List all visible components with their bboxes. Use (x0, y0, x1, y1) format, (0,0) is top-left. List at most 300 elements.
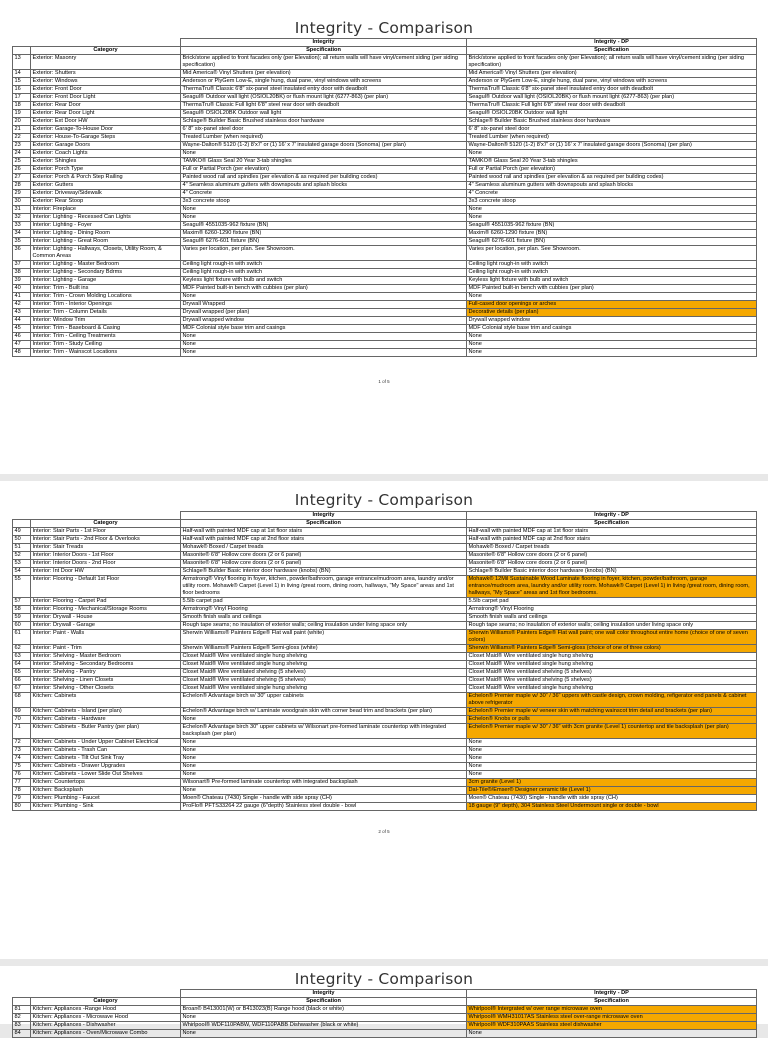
row-number: 68 (13, 693, 31, 708)
row-number: 64 (13, 661, 31, 669)
row-number: 69 (13, 708, 31, 716)
category-cell: Interior: Lighting - Foyer (31, 222, 181, 230)
category-cell: Exterior: Shingles (31, 158, 181, 166)
integrity-dp-spec-cell: Ceiling light rough-in with switch (467, 261, 757, 269)
integrity-spec-cell: None (181, 771, 467, 779)
integrity-dp-spec-cell: Echelon® Knobs or pulls (467, 716, 757, 724)
category-cell: Interior: Lighting - Hallways, Closets, Utility Room, & Common Areas (31, 246, 181, 261)
row-number: 73 (13, 747, 31, 755)
integrity-dp-spec-cell: MDF Painted built-in bench with cubbies (per plan) (467, 285, 757, 293)
blank-header (13, 990, 31, 998)
integrity-dp-spec-cell: Echelon® Premier maple w/ 30" / 36" uppers with castle design, crown molding, refigerator end panels & cabinet above refrigerator (467, 693, 757, 708)
integrity-dp-spec-cell: None (467, 293, 757, 301)
integrity-spec-cell: Mid America® Vinyl Shutters (per elevation) (181, 70, 467, 78)
integrity-dp-spec-cell: Full or Partial Porch (per elevation) (467, 166, 757, 174)
category-cell: Interior: Trim - Wainscot Locations (31, 349, 181, 357)
table-body (13, 1006, 757, 1038)
integrity-dp-spec-cell: Wayne-Dalton® 5120 (1-2) 8'x7' or (1) 16' x 7' insulated garage doors (Sonoma) (per plan) (467, 142, 757, 150)
row-number: 16 (13, 86, 31, 94)
category-header: Category (31, 520, 181, 528)
table-row (13, 190, 757, 198)
table-row (13, 142, 757, 150)
row-number: 54 (13, 568, 31, 576)
category-cell: Interior: Lighting - Secondary Bdrms (31, 269, 181, 277)
row-number: 80 (13, 803, 31, 811)
integrity-spec-cell: Echelon® Advantage birch 30" upper cabinets w/ Wilsonart pre-formed laminate countertop with integrated backsplash (per plan) (181, 724, 467, 739)
category-cell: Interior: Fireplace (31, 206, 181, 214)
integrity-spec-cell: Varies per location, per plan. See Showroom. (181, 246, 467, 261)
row-number: 51 (13, 544, 31, 552)
specification-header: Specification (467, 998, 757, 1006)
integrity-spec-cell: None (181, 214, 467, 222)
integrity-spec-cell: Closet Maid® Wire ventilated single hung shelving (181, 661, 467, 669)
integrity-spec-cell: Schlage® Builder Basic interior door hardware (knobs) (BN) (181, 568, 467, 576)
integrity-dp-spec-cell: 3cm granite (Level 1) (467, 779, 757, 787)
row-number: 81 (13, 1006, 31, 1014)
integrity-spec-cell: Half-wall with painted MDF cap at 1st floor stairs (181, 528, 467, 536)
integrity-spec-cell: None (181, 747, 467, 755)
document-page-2 (0, 481, 768, 959)
integrity-spec-cell: Echelon® Advantage birch w/ Laminate woodgrain skin with corner bead trim and brackets (per plan) (181, 708, 467, 716)
row-number: 52 (13, 552, 31, 560)
integrity-dp-spec-cell: Armstrong® Vinyl Flooring (467, 606, 757, 614)
integrity-dp-spec-cell: Sherwin Williams® Painters Edge® Semi-gloss (choice of one of three colors) (467, 645, 757, 653)
category-cell: Kitchen: Cabinets (31, 693, 181, 708)
integrity-dp-spec-cell: Closet Maid® Wire ventilated shelving (5 shelves) (467, 677, 757, 685)
category-cell: Exterior: Porch Type (31, 166, 181, 174)
table-row (13, 763, 757, 771)
row-number: 13 (13, 55, 31, 70)
specification-header: Specification (181, 998, 467, 1006)
integrity-spec-cell: None (181, 150, 467, 158)
row-number: 15 (13, 78, 31, 86)
category-cell: Exterior: Front Door (31, 86, 181, 94)
category-cell: Kitchen: Cabinets - Tilt Out Sink Tray (31, 755, 181, 763)
integrity-dp-spec-cell: Keyless light fixture with bulb and switch (467, 277, 757, 285)
table-row (13, 118, 757, 126)
row-number: 77 (13, 779, 31, 787)
integrity-spec-cell: 4" Seamless aluminum gutters with downspouts and splash blocks (181, 182, 467, 190)
integrity-spec-cell: Echelon® Advantage birch w/ 30" upper cabinets (181, 693, 467, 708)
integrity-spec-cell: Sherwin Williams® Painters Edge® Flat wall paint (white) (181, 630, 467, 645)
category-cell: Interior: Shelving - Linen Closets (31, 677, 181, 685)
integrity-dp-spec-cell: Closet Maid® Wire ventilated shelving (5 shelves) (467, 669, 757, 677)
integrity-dp-spec-cell: None (467, 206, 757, 214)
integrity-dp-spec-cell: Masonite® 6'8" Hollow core doors (2 or 6 panel) (467, 560, 757, 568)
category-cell: Exterior: Driveway/Sidewalk (31, 190, 181, 198)
row-number: 37 (13, 261, 31, 269)
category-cell: Kitchen: Appliances - Oven/Microwave Combo (31, 1030, 181, 1038)
row-number: 23 (13, 142, 31, 150)
integrity-dp-spec-cell: None (467, 771, 757, 779)
table-row (13, 787, 757, 795)
integrity-spec-cell: Closet Maid® Wire ventilated shelving (5 shelves) (181, 669, 467, 677)
row-number: 57 (13, 598, 31, 606)
table-row (13, 622, 757, 630)
row-number: 65 (13, 669, 31, 677)
table-row (13, 677, 757, 685)
integrity-dp-spec-cell: Full-cased door openings or arches (467, 301, 757, 309)
integrity-dp-spec-cell: None (467, 341, 757, 349)
integrity-dp-spec-cell: None (467, 349, 757, 357)
integrity-dp-header: Integrity - DP (467, 512, 757, 520)
integrity-dp-spec-cell: Closet Maid® Wire ventilated single hung shelving (467, 685, 757, 693)
integrity-dp-spec-cell: Masonite® 6'8" Hollow core doors (2 or 6 panel) (467, 552, 757, 560)
integrity-spec-cell: 5.5lb carpet pad (181, 598, 467, 606)
category-cell: Kitchen: Cabinets - Lower Slide Out Shelves (31, 771, 181, 779)
table-row (13, 86, 757, 94)
blank-header (13, 998, 31, 1006)
integrity-dp-spec-cell: Seagul® Outdoor wall light (OSIOL20BK) or flush mount light (6277-863) (per plan) (467, 94, 757, 102)
category-cell: Interior: Paint - Trim (31, 645, 181, 653)
integrity-header: Integrity (181, 990, 467, 998)
integrity-dp-spec-cell: Varies per location, per plan. See Showroom. (467, 246, 757, 261)
integrity-dp-spec-cell: None (467, 763, 757, 771)
table-row (13, 158, 757, 166)
table-row (13, 293, 757, 301)
category-cell: Kitchen: Appliances -Range Hood (31, 1006, 181, 1014)
table-row (13, 560, 757, 568)
category-cell: Interior: Trim - Column Details (31, 309, 181, 317)
integrity-dp-spec-cell: None (467, 739, 757, 747)
integrity-dp-spec-cell: 4" Concrete (467, 190, 757, 198)
row-number: 14 (13, 70, 31, 78)
table-row (13, 755, 757, 763)
integrity-dp-spec-cell: 18 gauge (9" depth), 304 Stainless Steel Undermount single or double - bowl (467, 803, 757, 811)
category-cell: Interior: Trim - Baseboard & Casing (31, 325, 181, 333)
category-cell: Interior: Lighting - Great Room (31, 238, 181, 246)
category-cell: Kitchen: Cabinets - Trash Can (31, 747, 181, 755)
category-cell: Exterior: Garage-To-House Door (31, 126, 181, 134)
integrity-spec-cell: MDF Colonial style base trim and casings (181, 325, 467, 333)
integrity-dp-spec-cell: Anderson or PlyGem Low-E, single hung, dual pane, vinyl windows with screens (467, 78, 757, 86)
table-row (13, 747, 757, 755)
integrity-spec-cell: None (181, 349, 467, 357)
integrity-spec-cell: Wilsonart® Pre-formed laminate countertop with integrated backsplash (181, 779, 467, 787)
integrity-dp-spec-cell: 3x3 concrete stoop (467, 198, 757, 206)
category-cell: Kitchen: Appliances - Dishwasher (31, 1022, 181, 1030)
category-cell: Exterior: Windows (31, 78, 181, 86)
integrity-dp-spec-cell: None (467, 333, 757, 341)
table-row (13, 598, 757, 606)
integrity-dp-spec-cell: 5.5lb carpet pad (467, 598, 757, 606)
table-row (13, 645, 757, 653)
category-cell: Kitchen: Appliances - Microwave Hood (31, 1014, 181, 1022)
row-number: 50 (13, 536, 31, 544)
integrity-spec-cell: Armstrong® Vinyl flooring in foyer, kitchen, powder/bathroom, garage entrance/mudroom area, laundry and/or utility room. Mohawk® Carpet (Level 1) in living /great room, dining room, hallways, "My Space" areas and 1st floor bedrooms (181, 576, 467, 598)
category-cell: Exterior: Rear Door (31, 102, 181, 110)
specification-header: Specification (181, 520, 467, 528)
row-number: 49 (13, 528, 31, 536)
integrity-spec-cell: Brick/stone applied to front facades only (per Elevation); all return walls will have vinyl/cement siding (per siding specification) (181, 55, 467, 70)
category-cell: Interior: Interior Doors - 2nd Floor (31, 560, 181, 568)
integrity-dp-header: Integrity - DP (467, 39, 757, 47)
integrity-dp-spec-cell: Mohawk® 12Mil Sustainable Wood Laminate flooring in foyer, kitchen, powder/bathroom, garage entrance/mudroom area, laundry and/or utility room. Mohawk® Carpet (Level 1) in living /great room, dining room, hallways, "My Space" areas and 1st floor bedrooms. (467, 576, 757, 598)
integrity-dp-spec-cell: Seagul® 6276-601 fixture (BN) (467, 238, 757, 246)
row-number: 48 (13, 349, 31, 357)
row-number: 24 (13, 150, 31, 158)
integrity-spec-cell: Seagul® OSIOL20BK Outdoor wall light (181, 110, 467, 118)
category-cell: Exterior: Rear Stoop (31, 198, 181, 206)
integrity-dp-spec-cell: Seagul® 4551035-962 fixture (BN) (467, 222, 757, 230)
category-cell: Interior: Lighting - Garage (31, 277, 181, 285)
table-row (13, 724, 757, 739)
category-cell: Interior: Drywall - House (31, 614, 181, 622)
row-number: 35 (13, 238, 31, 246)
integrity-spec-cell: Mohawk® Boxed / Carpet treads (181, 544, 467, 552)
table-row (13, 285, 757, 293)
row-number: 18 (13, 102, 31, 110)
category-cell: Exterior: Front Door Light (31, 94, 181, 102)
integrity-dp-spec-cell: Rough tape seams; no insulation of exterior walls; ceiling insulation under living space only (467, 622, 757, 630)
blank-header (31, 512, 181, 520)
table-row (13, 230, 757, 238)
integrity-spec-cell: Ceiling light rough-in with switch (181, 261, 467, 269)
category-cell: Kitchen: Plumbing - Faucet (31, 795, 181, 803)
category-cell: Interior: Shelving - Pantry (31, 669, 181, 677)
integrity-spec-cell: Closet Maid® Wire ventilated single hung shelving (181, 653, 467, 661)
blank-header (13, 520, 31, 528)
category-cell: Kitchen: Cabinets - Butler Pantry (per plan) (31, 724, 181, 739)
integrity-spec-cell: Full or Partial Porch (per elevation) (181, 166, 467, 174)
table-row (13, 198, 757, 206)
table-row (13, 685, 757, 693)
table-row (13, 102, 757, 110)
category-cell: Interior: Trim - Interior Openings (31, 301, 181, 309)
integrity-header: Integrity (181, 512, 467, 520)
integrity-dp-header: Integrity - DP (467, 990, 757, 998)
integrity-spec-cell: None (181, 739, 467, 747)
table-row (13, 1030, 757, 1038)
integrity-spec-cell: None (181, 206, 467, 214)
row-number: 71 (13, 724, 31, 739)
page-footer: 2 of 5 (378, 829, 390, 834)
integrity-spec-cell: Closet Maid® Wire ventilated single hung shelving (181, 685, 467, 693)
row-number: 53 (13, 560, 31, 568)
category-header: Category (31, 998, 181, 1006)
table-row (13, 333, 757, 341)
table-row (13, 269, 757, 277)
blank-header (13, 47, 31, 55)
category-cell: Interior: Interior Doors - 1st Floor (31, 552, 181, 560)
integrity-dp-spec-cell: None (467, 1030, 757, 1038)
table-row (13, 134, 757, 142)
table-row (13, 349, 757, 357)
category-cell: Interior: Flooring - Carpet Pad (31, 598, 181, 606)
blank-header (31, 990, 181, 998)
category-header: Category (31, 47, 181, 55)
category-cell: Interior: Trim - Study Ceiling (31, 341, 181, 349)
integrity-dp-spec-cell: Closet Maid® Wire ventilated single hung shelving (467, 653, 757, 661)
table-row (13, 166, 757, 174)
table-row (13, 110, 757, 118)
integrity-dp-spec-cell: Decorative details (per plan) (467, 309, 757, 317)
row-number: 20 (13, 118, 31, 126)
integrity-dp-spec-cell: Schlage® Builder Basic interior door hardware (knobs) (BN) (467, 568, 757, 576)
row-number: 17 (13, 94, 31, 102)
integrity-spec-cell: 6' 8" six-panel steel door (181, 126, 467, 134)
table-row (13, 94, 757, 102)
category-cell: Kitchen: Cabinets - Hardware (31, 716, 181, 724)
integrity-dp-spec-cell: 4" Seamless aluminum gutters with downspouts and splash blocks (467, 182, 757, 190)
table-row (13, 669, 757, 677)
integrity-spec-cell: MDF Painted built-in bench with cubbies (per plan) (181, 285, 467, 293)
row-number: 34 (13, 230, 31, 238)
category-cell: Kitchen: Cabinets - Island (per plan) (31, 708, 181, 716)
table-row (13, 803, 757, 811)
table-body (13, 528, 757, 811)
table-row (13, 693, 757, 708)
category-cell: Interior: Shelving - Secondary Bedrooms (31, 661, 181, 669)
table-row (13, 1014, 757, 1022)
integrity-header: Integrity (181, 39, 467, 47)
integrity-spec-cell: Seagul® 4551035-962 fixture (BN) (181, 222, 467, 230)
comparison-table (12, 38, 757, 357)
integrity-spec-cell: Smooth finish walls and ceilings (181, 614, 467, 622)
table-row (13, 325, 757, 333)
table-row (13, 174, 757, 182)
integrity-spec-cell: Anderson or PlyGem Low-E, single hung, dual pane, vinyl windows with screens (181, 78, 467, 86)
row-number: 83 (13, 1022, 31, 1030)
table-row (13, 653, 757, 661)
document-page-3 (0, 966, 768, 1036)
row-number: 84 (13, 1030, 31, 1038)
row-number: 39 (13, 277, 31, 285)
integrity-dp-spec-cell: MDF Colonial style base trim and casings (467, 325, 757, 333)
row-number: 33 (13, 222, 31, 230)
integrity-spec-cell: None (181, 1014, 467, 1022)
table-row (13, 277, 757, 285)
table-row (13, 222, 757, 230)
table-row (13, 606, 757, 614)
row-number: 40 (13, 285, 31, 293)
specification-header: Specification (467, 520, 757, 528)
row-number: 31 (13, 206, 31, 214)
integrity-dp-spec-cell: None (467, 747, 757, 755)
category-cell: Interior: Stair Parts - 1st Floor (31, 528, 181, 536)
table-row (13, 261, 757, 269)
specification-header: Specification (181, 47, 467, 55)
category-cell: Interior: Drywall - Garage (31, 622, 181, 630)
integrity-spec-cell: Broan® B413001(W) or B413023(B) Range hood (black or white) (181, 1006, 467, 1014)
table-row (13, 182, 757, 190)
page-title: Integrity - Comparison (294, 970, 474, 988)
category-cell: Interior: Paint - Walls (31, 630, 181, 645)
table-row (13, 795, 757, 803)
integrity-spec-cell: None (181, 1030, 467, 1038)
table-row (13, 576, 757, 598)
integrity-dp-spec-cell: None (467, 150, 757, 158)
integrity-spec-cell: 3x3 concrete stoop (181, 198, 467, 206)
row-number: 59 (13, 614, 31, 622)
integrity-spec-cell: Maxim® 6260-1290 fixture (BN) (181, 230, 467, 238)
integrity-spec-cell: Treated Lumber (when required) (181, 134, 467, 142)
integrity-dp-spec-cell: Dal-Tile®/Emser® Designer ceramic tile (Level 1) (467, 787, 757, 795)
integrity-spec-cell: Wayne-Dalton® 5120 (1-2) 8'x7' or (1) 16' x 7' insulated garage doors (Sonoma) (per plan) (181, 142, 467, 150)
row-number: 60 (13, 622, 31, 630)
document-page-1 (0, 0, 768, 474)
row-number: 47 (13, 341, 31, 349)
category-cell: Interior: Trim - Crown Molding Locations (31, 293, 181, 301)
integrity-spec-cell: Seagul® Outdoor wall light (OSIOL20BK) or flush mount light (6277-863) (per plan) (181, 94, 467, 102)
blank-header (31, 39, 181, 47)
category-cell: Exterior: Porch & Porch Step Railing (31, 174, 181, 182)
row-number: 66 (13, 677, 31, 685)
row-number: 26 (13, 166, 31, 174)
integrity-dp-spec-cell: Maxim® 6260-1290 fixture (BN) (467, 230, 757, 238)
category-cell: Interior: Shelving - Other Closets (31, 685, 181, 693)
category-cell: Kitchen: Countertops (31, 779, 181, 787)
integrity-dp-spec-cell: Half-wall with painted MDF cap at 1st floor stairs (467, 528, 757, 536)
table-row (13, 708, 757, 716)
category-cell: Exterior: Shutters (31, 70, 181, 78)
integrity-dp-spec-cell: Whirlpool® Intergrated w/ over range microwave oven (467, 1006, 757, 1014)
row-number: 44 (13, 317, 31, 325)
row-number: 19 (13, 110, 31, 118)
table-row (13, 552, 757, 560)
integrity-spec-cell: None (181, 755, 467, 763)
row-number: 22 (13, 134, 31, 142)
integrity-spec-cell: Drywall wrapped window (181, 317, 467, 325)
integrity-dp-spec-cell: TAMKO® Glass Seal 20 Year 3-tab shingles (467, 158, 757, 166)
table-row (13, 341, 757, 349)
table-row (13, 536, 757, 544)
integrity-dp-spec-cell: None (467, 755, 757, 763)
category-cell: Kitchen: Plumbing - Sink (31, 803, 181, 811)
page-footer: 1 of 5 (378, 379, 390, 384)
integrity-spec-cell: Closet Maid® Wire ventilated shelving (5 shelves) (181, 677, 467, 685)
page-title: Integrity - Comparison (294, 491, 474, 509)
category-cell: Kitchen: Cabinets - Drawer Upgrades (31, 763, 181, 771)
integrity-dp-spec-cell: Mohawk® Boxed / Carpet treads (467, 544, 757, 552)
row-number: 27 (13, 174, 31, 182)
row-number: 28 (13, 182, 31, 190)
integrity-spec-cell: Rough tape seams; no insulation of exterior walls; ceiling insulation under living space only (181, 622, 467, 630)
row-number: 62 (13, 645, 31, 653)
category-cell: Interior: Lighting - Dining Room (31, 230, 181, 238)
integrity-dp-spec-cell: Moen® Chateau (7430) Single - handle with side spray (CH) (467, 795, 757, 803)
integrity-dp-spec-cell: Sherwin Williams® Painters Edge® Flat wall paint; one wall color throughout entire home (choice of one of seven colors) (467, 630, 757, 645)
table-row (13, 206, 757, 214)
integrity-dp-spec-cell: Mid America® Vinyl Shutters (per elevation) (467, 70, 757, 78)
integrity-spec-cell: Sherwin Williams® Painters Edge® Semi-gloss (white) (181, 645, 467, 653)
row-number: 79 (13, 795, 31, 803)
table-body (13, 55, 757, 357)
integrity-spec-cell: None (181, 763, 467, 771)
row-number: 63 (13, 653, 31, 661)
row-number: 25 (13, 158, 31, 166)
integrity-dp-spec-cell: Closet Maid® Wire ventilated single hung shelving (467, 661, 757, 669)
table-row (13, 779, 757, 787)
category-cell: Kitchen: Cabinets - Under Upper Cabinet Electrical (31, 739, 181, 747)
row-number: 82 (13, 1014, 31, 1022)
table-row (13, 771, 757, 779)
row-number: 45 (13, 325, 31, 333)
category-cell: Kitchen: Backsplash (31, 787, 181, 795)
blank-header (13, 512, 31, 520)
integrity-dp-spec-cell: Smooth finish walls and ceilings (467, 614, 757, 622)
integrity-dp-spec-cell: Schlage® Builder Basic Brushed stainless door hardware (467, 118, 757, 126)
row-number: 67 (13, 685, 31, 693)
row-number: 43 (13, 309, 31, 317)
integrity-dp-spec-cell: Whirlpool® WMH31017AS Stainless steel over-range microwave oven (467, 1014, 757, 1022)
table-row (13, 70, 757, 78)
category-cell: Interior: Lighting - Master Bedroom (31, 261, 181, 269)
row-number: 29 (13, 190, 31, 198)
integrity-dp-spec-cell: Brick/stone applied to front facades only (per Elevation); all return walls will have vinyl/cement siding (per siding specification) (467, 55, 757, 70)
integrity-spec-cell: Keyless light fixture with bulb and switch (181, 277, 467, 285)
category-cell: Interior: Stair Parts - 2nd Floor & Overlooks (31, 536, 181, 544)
